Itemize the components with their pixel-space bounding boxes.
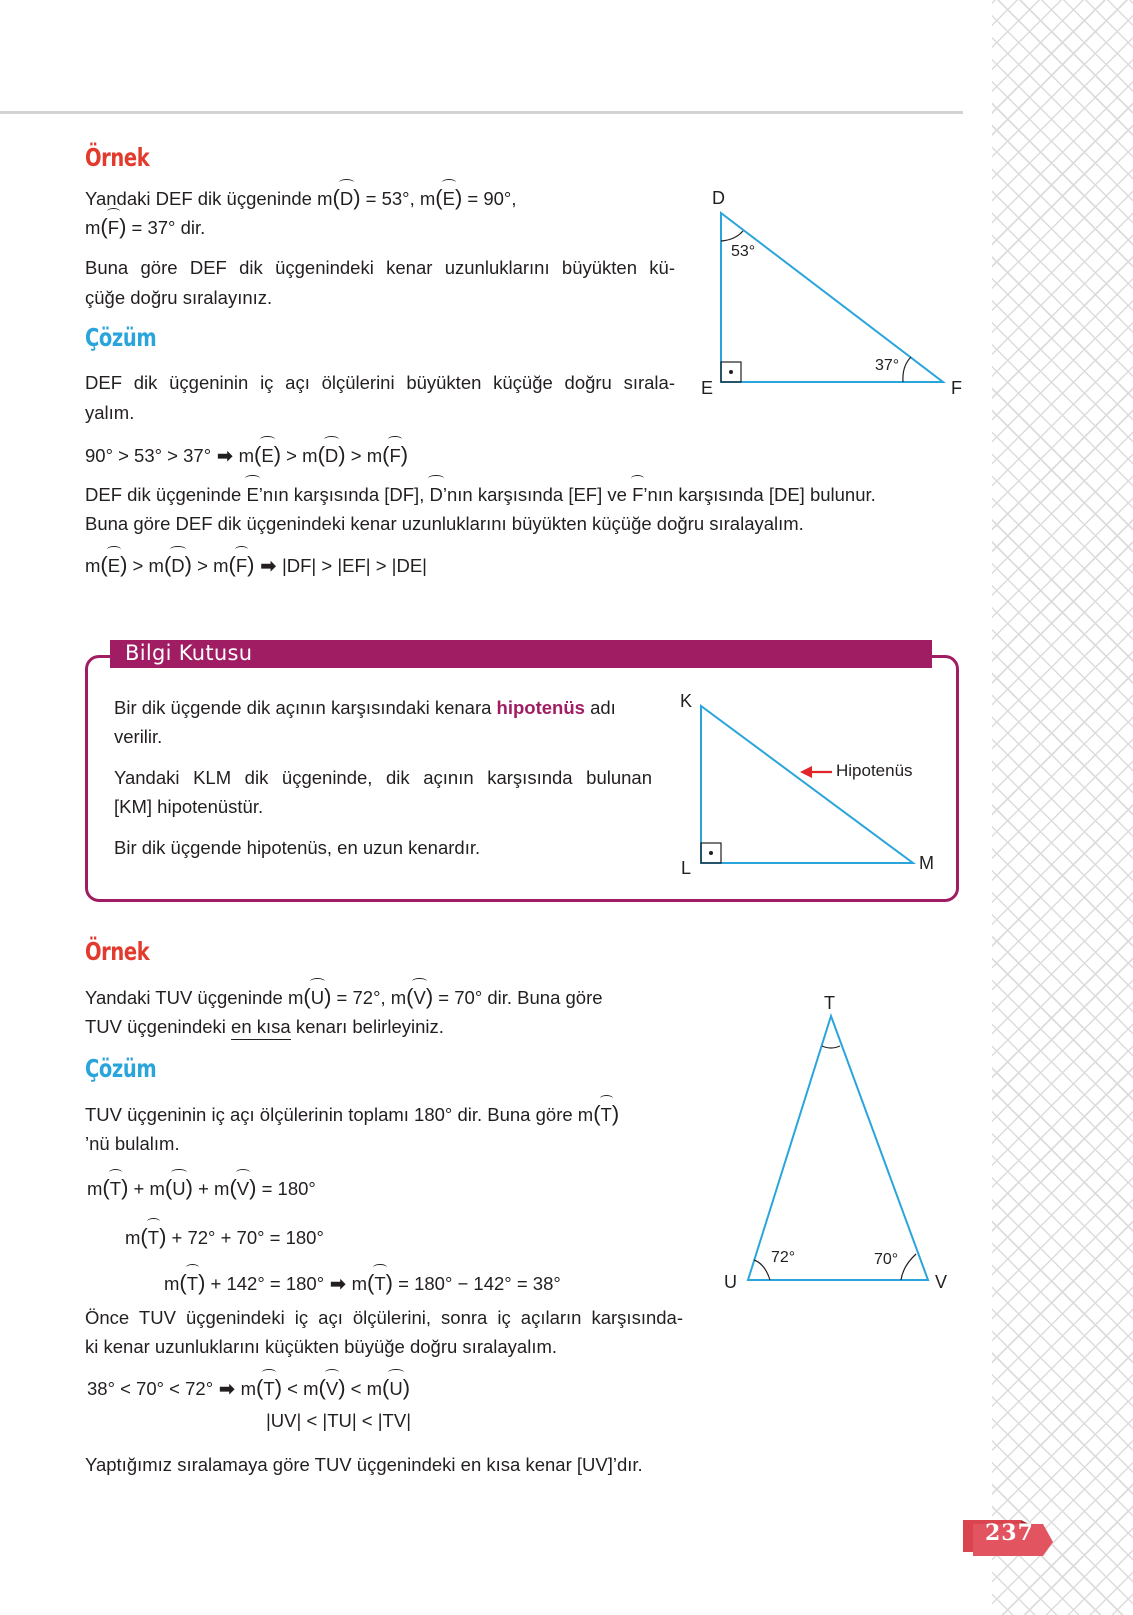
text: ’nın karşısında [EF] ve <box>442 484 633 505</box>
example-heading: Örnek <box>85 143 150 172</box>
text: m <box>240 1378 257 1399</box>
angle-symbol: D <box>429 480 442 510</box>
info-paragraph3: Bir dik üçgende hipotenüs, en uzun kenardır. <box>114 837 481 858</box>
arrow-right-icon: ➡ <box>260 555 276 576</box>
angle-symbol: T <box>263 1374 274 1404</box>
text: = 90°, <box>462 188 517 209</box>
example2-solution-line1: TUV üçgeninin iç açı ölçülerinin toplamı 180° dir. Buna göre m(T) <box>85 1099 619 1130</box>
text: > <box>191 555 214 576</box>
text: m <box>164 1273 180 1294</box>
angle-symbol: E <box>246 480 258 510</box>
example2-question-line1: Yandaki TUV üçgeninde m(U) = 72°, m(V) = 70° dir. Buna göre <box>85 982 603 1013</box>
example1-question-line4: çüğe doğru sıralayınız. <box>85 287 273 308</box>
angle-symbol: D <box>171 551 184 581</box>
vertex-label-m: M <box>919 853 934 873</box>
text: > <box>127 555 149 576</box>
example1-question-line2: m(F) = 37° dir. <box>85 212 205 243</box>
text: + <box>192 1178 215 1199</box>
angle-symbol: E <box>108 551 120 581</box>
example1-question-line1: Yandaki DEF dik üçgeninde m(D) = 53°, m(E) = 90°, <box>85 183 516 214</box>
text: m <box>125 1227 141 1248</box>
text: 38° < 70° < 72° <box>87 1378 214 1399</box>
text: + <box>128 1178 150 1199</box>
angle-symbol: E <box>443 184 455 214</box>
angle-symbol: T <box>110 1174 121 1204</box>
angle-symbol: T <box>187 1269 198 1299</box>
text: m <box>366 1378 383 1399</box>
example1-angle-inequality: 90° > 53° > 37° ➡ m(E) > m(D) > m(F) <box>85 440 408 471</box>
angle-label-v: 70° <box>874 1251 899 1268</box>
angle-symbol: D <box>325 441 338 471</box>
underlined-term: en kısa <box>231 1016 291 1040</box>
example2-angle-inequality: 38° < 70° < 72° ➡ m(T) < m(V) < m(U) <box>87 1373 410 1404</box>
text: m <box>85 217 101 238</box>
text: m <box>148 555 164 576</box>
text: kenarı belirleyiniz. <box>290 1016 444 1037</box>
info-paragraph2-line2: [KM] hipotenüstür. <box>114 796 264 817</box>
example1-solution-line4: Buna göre DEF dik üçgenindeki kenar uzunluklarını büyükten küçüğe doğru sıralayalım. <box>85 513 804 534</box>
example2-solution-line3: Önce TUV üçgenindeki iç açı ölçülerini, sonra iç açıların karşısında- <box>85 1307 683 1328</box>
info-paragraph1-line2: verilir. <box>114 726 163 747</box>
text: m <box>238 445 255 466</box>
highlight-term: hipotenüs <box>496 697 585 718</box>
equation-solve-t: m(T) + 142° = 180° ➡ m(T) = 180° − 142° = 38° <box>164 1268 561 1299</box>
angle-symbol: V <box>326 1374 338 1404</box>
text: = 37° dir. <box>126 217 206 238</box>
angle-symbol: F <box>389 441 400 471</box>
angle-symbol: V <box>237 1174 249 1204</box>
vertex-label-k: K <box>680 691 693 711</box>
text: m <box>214 1178 230 1199</box>
text: m <box>149 1178 165 1199</box>
arrow-right-icon: ➡ <box>330 1273 346 1294</box>
equation-substitute: m(T) + 72° + 70° = 180° <box>125 1222 324 1253</box>
angle-symbol: F <box>632 480 643 510</box>
arrow-right-icon: ➡ <box>219 1378 235 1399</box>
angle-symbol: T <box>148 1223 159 1253</box>
example-heading: Örnek <box>85 937 150 966</box>
text: 90° > 53° > 37° <box>85 445 212 466</box>
info-box-title: Bilgi Kutusu <box>125 641 253 665</box>
text: Yandaki TUV üçgeninde m <box>85 987 304 1008</box>
angle-symbol: U <box>172 1174 185 1204</box>
angle-symbol: D <box>340 184 353 214</box>
angle-symbol: T <box>374 1269 385 1299</box>
example2-side-inequality: |UV| < |TU| < |TV| <box>266 1410 412 1431</box>
arrow-right-icon: ➡ <box>217 445 233 466</box>
text: ’nın karşısında [DF], <box>258 484 430 505</box>
angle-symbol: T <box>601 1100 612 1130</box>
angle-label-d: 53° <box>731 243 756 260</box>
text: Bir dik üçgende dik açının karşısındaki kenara <box>114 697 497 718</box>
text: > <box>281 445 303 466</box>
text: m <box>213 555 229 576</box>
vertex-label-d: D <box>712 188 725 208</box>
solution-heading: Çözüm <box>85 1054 157 1083</box>
hypotenuse-label: Hipotenüs <box>836 761 913 780</box>
vertex-label-f: F <box>951 378 962 398</box>
text: m <box>302 445 318 466</box>
text: |DF| > |EF| > |DE| <box>281 555 427 576</box>
angle-label-u: 72° <box>771 1249 796 1266</box>
angle-symbol: E <box>261 441 273 471</box>
angle-symbol: U <box>311 983 324 1013</box>
vertex-label-t: T <box>824 993 835 1013</box>
text: ’nın karşısında [DE] bulunur. <box>643 484 876 505</box>
text: + 72° + 70° = 180° <box>166 1227 324 1248</box>
text: adı <box>584 697 616 718</box>
text: TUV üçgeninin iç açı ölçülerinin toplamı 180° dir. Buna göre m <box>85 1104 594 1125</box>
example1-solution-line2: yalım. <box>85 402 135 423</box>
text: > <box>345 445 367 466</box>
text: < <box>282 1378 304 1399</box>
vertex-label-e: E <box>701 378 714 398</box>
text: m <box>87 1178 103 1199</box>
text: m <box>366 445 383 466</box>
text: = 180° − 142° = 38° <box>393 1273 561 1294</box>
angle-label-f: 37° <box>875 357 900 374</box>
info-paragraph2-line1: Yandaki KLM dik üçgeninde, dik açının karşısında bulunan <box>114 767 652 788</box>
example1-solution-line1: DEF dik üçgeninin iç açı ölçülerini büyükten küçüğe doğru sırala- <box>85 372 675 393</box>
text: Yandaki DEF dik üçgeninde m <box>85 188 333 209</box>
text: = 53°, m <box>360 188 436 209</box>
angle-symbol: F <box>236 551 247 581</box>
text: m <box>303 1378 319 1399</box>
vertex-label-u: U <box>724 1272 737 1292</box>
solution-heading: Çözüm <box>85 323 157 352</box>
text: = 72°, m <box>331 987 407 1008</box>
example2-solution-line2: ’nü bulalım. <box>85 1133 180 1154</box>
example1-question-line3: Buna göre DEF dik üçgenindeki kenar uzunluklarını büyükten kü- <box>85 257 675 278</box>
page-number: 237 <box>985 1520 1034 1546</box>
angle-symbol: U <box>389 1374 402 1404</box>
text: + 142° = 180° <box>205 1273 325 1294</box>
angle-symbol: V <box>413 983 425 1013</box>
example1-side-result: m(E) > m(D) > m(F) ➡ |DF| > |EF| > |DE| <box>85 550 427 581</box>
example2-conclusion: Yaptığımız sıralamaya göre TUV üçgenindeki en kısa kenar [UV]’dır. <box>85 1454 643 1475</box>
text: m <box>351 1273 368 1294</box>
vertex-label-v: V <box>935 1272 948 1292</box>
vertex-label-l: L <box>681 858 692 878</box>
text: TUV üçgenindeki <box>85 1016 232 1037</box>
text: DEF dik üçgeninde <box>85 484 247 505</box>
text: m <box>85 555 101 576</box>
angle-symbol: F <box>108 213 119 243</box>
equation-sum-of-angles: m(T) + m(U) + m(V) = 180° <box>87 1173 316 1204</box>
example2-solution-line4: ki kenar uzunluklarını küçükten büyüğe doğru sıralayalım. <box>85 1336 558 1357</box>
text: = 70° dir. Buna göre <box>433 987 603 1008</box>
text: < <box>345 1378 367 1399</box>
text: = 180° <box>256 1178 316 1199</box>
